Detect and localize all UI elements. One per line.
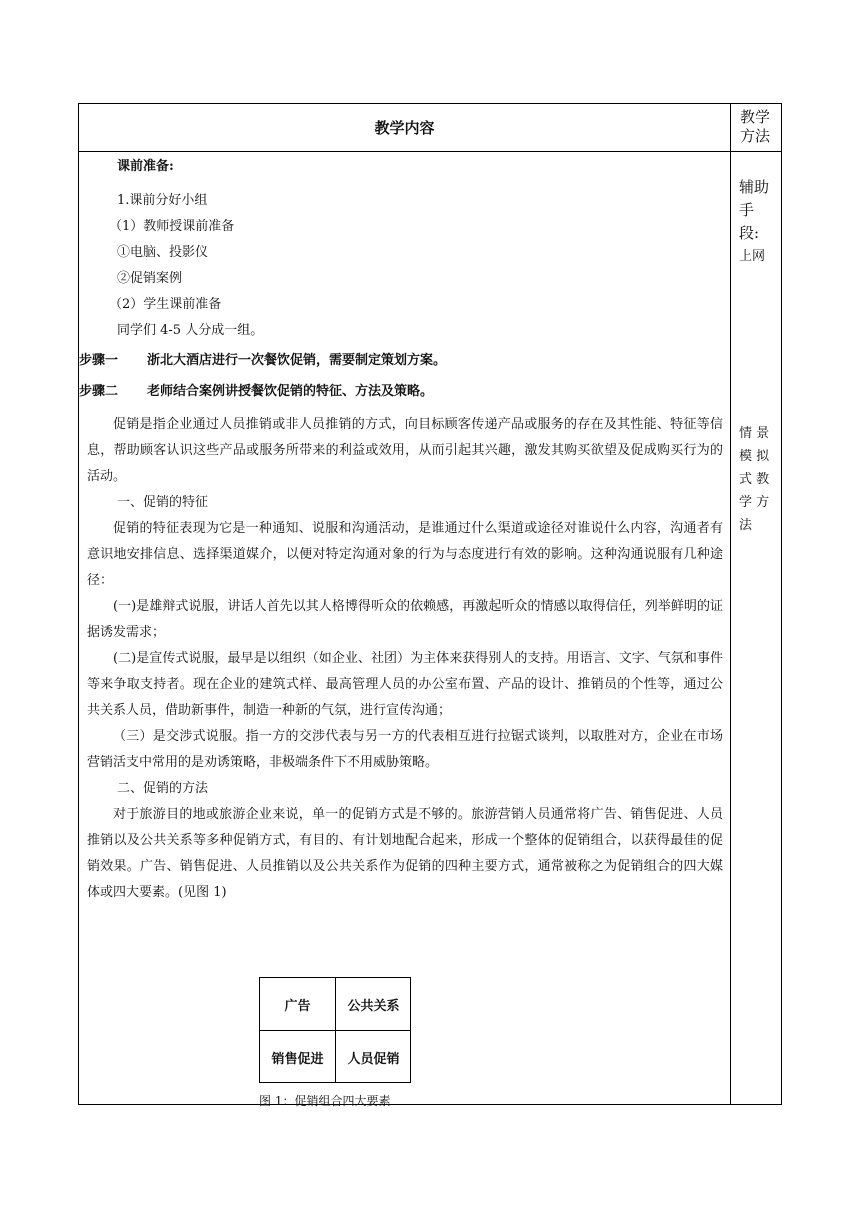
figure-cell-sales-promotion: 销售促进 bbox=[271, 1051, 324, 1067]
figure-cell-advertising: 广告 bbox=[284, 998, 311, 1014]
prep-item-1: 1.课前分好小组 bbox=[117, 193, 208, 208]
prep-item-1-1a: ①电脑、投影仪 bbox=[117, 245, 209, 260]
prep-item-1-2: （2）学生课前准备 bbox=[109, 297, 222, 312]
aux-line-1: 辅助 bbox=[739, 178, 770, 196]
paragraph-way-2: (二)是宣传式说服，最早是以组织（如企业、社团）为主体来获得别人的支持。用语言、文字、气氛和事件等来争取支持者。现在企业的建筑式样、最高管理人员的办公室布置、产品的设计、推销员的个性等，通过公共关系人员，借助新事件，制造一种新的气氛，进行宣传沟通； bbox=[87, 651, 723, 718]
method-header-line1: 教学 bbox=[740, 108, 771, 126]
prep-item-1-1: （1）教师授课前准备 bbox=[109, 219, 235, 234]
paragraph-definition: 促销是指企业通过人员推销或非人员推销的方式，向目标顾客传递产品或服务的存在及其性能、特征等信息，帮助顾客认识这些产品或服务所带来的利益或效用，从而引起其兴趣，激发其购买欲望及促成购买行为的活动。 bbox=[87, 417, 723, 484]
paragraph-method: 对于旅游目的地或旅游企业来说，单一的促销方式是不够的。旅游营销人员通常将广告、销售促进、人员推销以及公共关系等多种促销方式，有目的、有计划地配合起来，形成一个整体的促销组合，以获得最佳的促销效果。广告、销售促进、人员推销以及公共关系作为促销的四种主要方式，通常被称之为促销组合的四大媒体或四大要素。(见图 1) bbox=[87, 807, 723, 900]
promotion-mix-figure bbox=[259, 977, 411, 1083]
paragraph-way-3: （三）是交涉式说服。指一方的交涉代表与另一方的代表相互进行拉锯式谈判，以取胜对方，企业在市场营销活支中常用的是劝诱策略，非极端条件下不用威胁策略。 bbox=[87, 729, 723, 770]
teaching-method bbox=[739, 422, 779, 537]
method-line-5: 法 bbox=[739, 518, 753, 533]
aux-means bbox=[739, 176, 779, 268]
prep-item-1-1b: ②促销案例 bbox=[117, 271, 183, 286]
step-1-label: 步骤一 bbox=[79, 353, 119, 368]
section-2-title: 二、促销的方法 bbox=[117, 781, 209, 796]
step-1-text: 浙北大酒店进行一次餐饮促销，需要制定策划方案。 bbox=[147, 353, 447, 368]
figure-cell-personal-selling: 人员促销 bbox=[347, 1051, 400, 1067]
figure-caption: 图 1：促销组合四大要素 bbox=[259, 1094, 391, 1108]
method-line-2: 模 拟 bbox=[739, 449, 770, 464]
method-header-line2: 方法 bbox=[740, 127, 771, 145]
prep-title: 课前准备: bbox=[117, 159, 174, 174]
step-2-label: 步骤二 bbox=[79, 384, 119, 399]
content-header: 教学内容 bbox=[374, 119, 435, 137]
paragraph-feature: 促销的特征表现为它是一种通知、说服和沟通活动，是谁通过什么渠道或途径对谁说什么内容，沟通者有意识地安排信息、选择渠道媒介，以便对特定沟通对象的行为与态度进行有效的影响。这种沟通说服有几种途径： bbox=[87, 521, 723, 588]
step-2-text: 老师结合案例讲授餐饮促销的特征、方法及策略。 bbox=[147, 384, 434, 399]
aux-line-3: 段: bbox=[739, 224, 760, 242]
method-header bbox=[731, 104, 782, 151]
method-line-1: 情 景 bbox=[739, 426, 770, 441]
prep-group: 同学们 4-5 人分成一组。 bbox=[117, 323, 264, 338]
paragraph-way-1: (一)是雄辩式说服，讲话人首先以其人格博得听众的依赖感，再激起听众的情感以取得信任，列举鲜明的证据诱发需求； bbox=[87, 599, 723, 640]
header-divider bbox=[79, 151, 781, 152]
figure-cell-public-relations: 公共关系 bbox=[347, 998, 400, 1014]
lesson-table bbox=[78, 103, 782, 1108]
method-line-3: 式 教 bbox=[739, 472, 770, 487]
section-1-title: 一、促销的特征 bbox=[117, 495, 209, 510]
aux-line-2: 手 bbox=[739, 201, 755, 219]
aux-line-4: 上网 bbox=[739, 249, 766, 264]
method-line-4: 学 方 bbox=[739, 495, 770, 510]
